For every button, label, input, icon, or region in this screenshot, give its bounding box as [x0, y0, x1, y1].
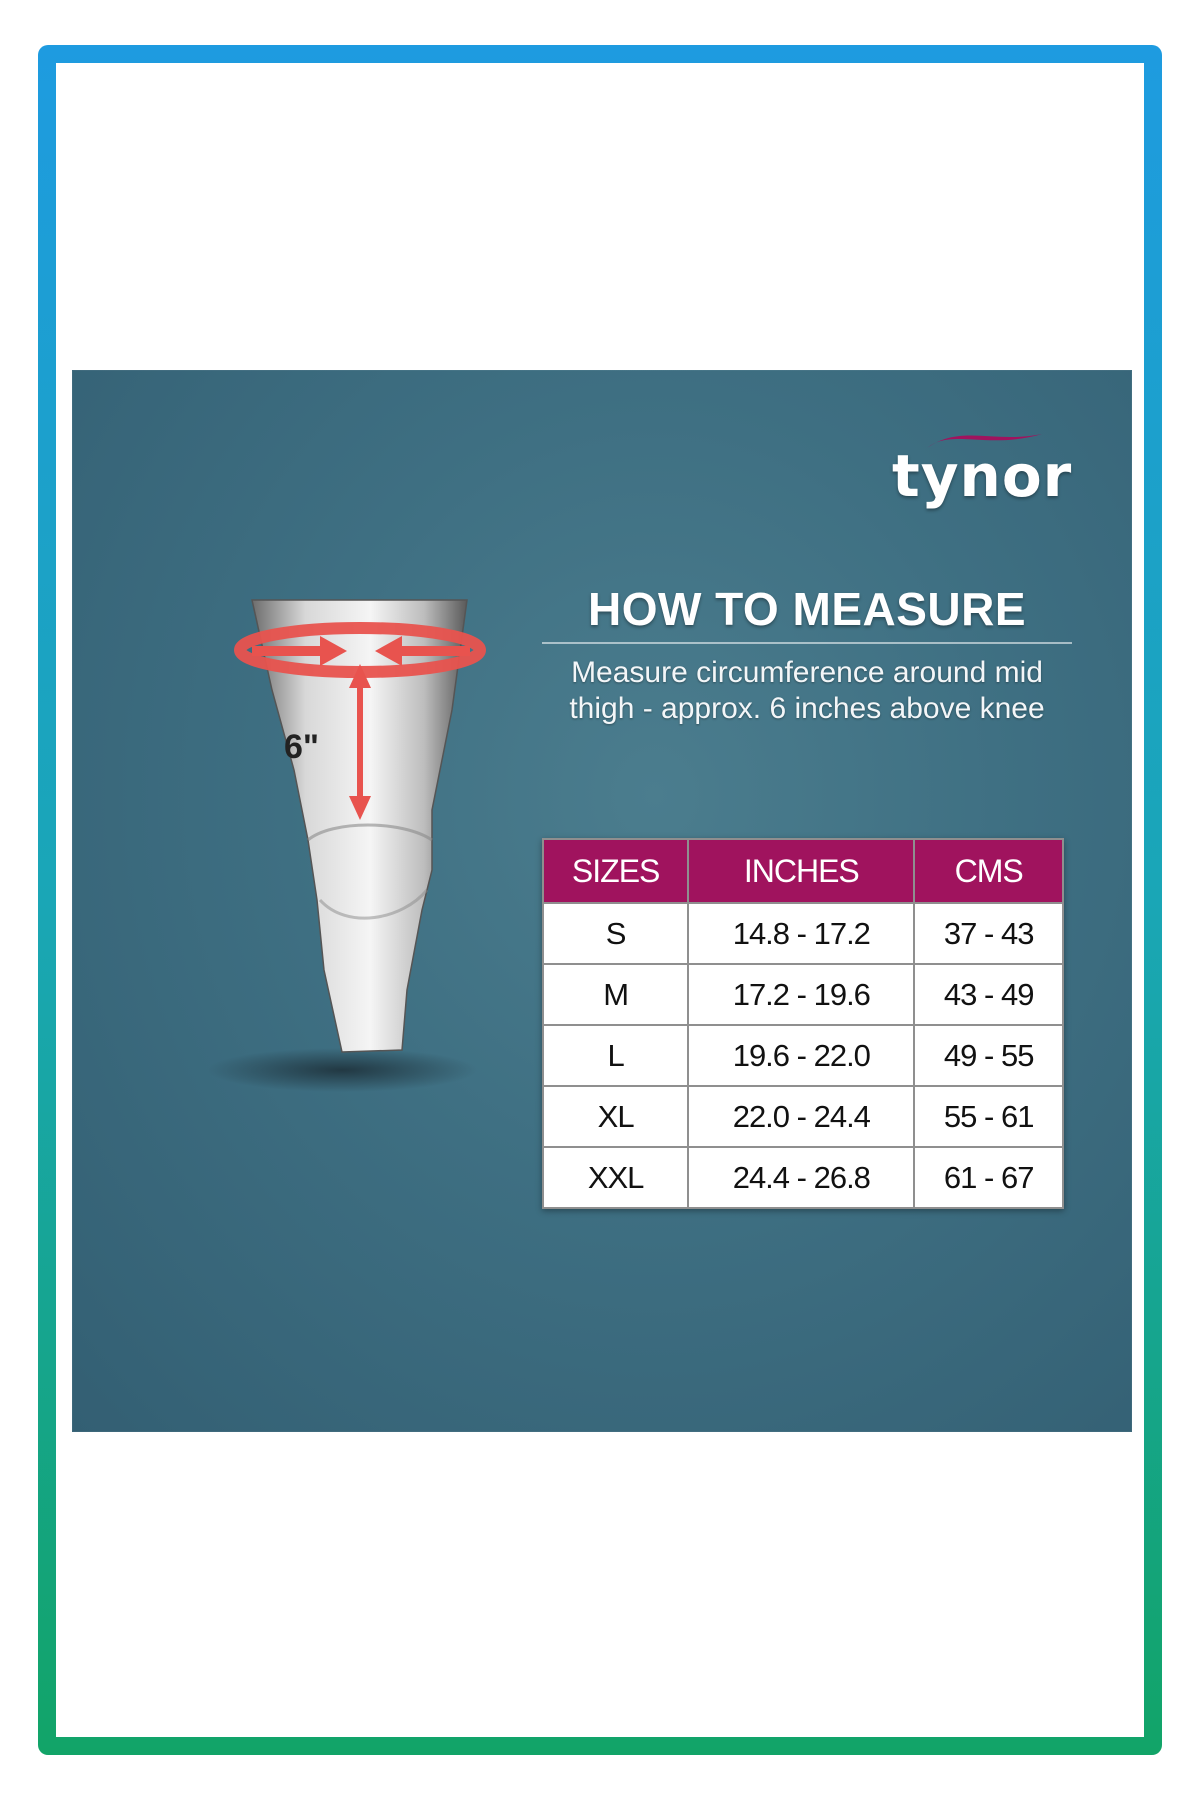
- measure-instructions: [542, 655, 1072, 727]
- inches-cell: 14.8 - 17.2: [688, 903, 914, 964]
- table-row: [543, 1086, 1063, 1147]
- table-row: [543, 964, 1063, 1025]
- size-cell: M: [543, 964, 688, 1025]
- size-table: [542, 838, 1064, 1209]
- cms-cell: 43 - 49: [914, 964, 1063, 1025]
- title-divider: [542, 642, 1072, 644]
- page-title: HOW TO MEASURE: [587, 583, 1027, 635]
- cms-cell: 61 - 67: [914, 1147, 1063, 1208]
- size-chart-panel: [72, 370, 1132, 1432]
- inches-cell: 22.0 - 24.4: [688, 1086, 914, 1147]
- inches-cell: 24.4 - 26.8: [688, 1147, 914, 1208]
- instructions-line-2: thigh - approx. 6 inches above knee: [569, 692, 1045, 725]
- instructions-line-1: Measure circumference around mid: [571, 656, 1043, 689]
- size-cell: L: [543, 1025, 688, 1086]
- size-cell: S: [543, 903, 688, 964]
- size-cell: XXL: [543, 1147, 688, 1208]
- tynor-logo: [892, 420, 1073, 510]
- logo-text: tynor: [892, 442, 1073, 510]
- cms-cell: 55 - 61: [914, 1086, 1063, 1147]
- cms-cell: 49 - 55: [914, 1025, 1063, 1086]
- size-cell: XL: [543, 1086, 688, 1147]
- six-inch-label: 6": [284, 728, 320, 766]
- table-row: [543, 1147, 1063, 1208]
- column-header-inches: INCHES: [688, 839, 914, 903]
- column-header-sizes: SIZES: [543, 839, 688, 903]
- leg-shadow: [207, 1048, 477, 1092]
- table-header-row: [543, 839, 1063, 903]
- inches-cell: 19.6 - 22.0: [688, 1025, 914, 1086]
- column-header-cms: CMS: [914, 839, 1063, 903]
- leg-illustration: [132, 570, 532, 1130]
- cms-cell: 37 - 43: [914, 903, 1063, 964]
- table-row: [543, 1025, 1063, 1086]
- table-row: [543, 903, 1063, 964]
- inches-cell: 17.2 - 19.6: [688, 964, 914, 1025]
